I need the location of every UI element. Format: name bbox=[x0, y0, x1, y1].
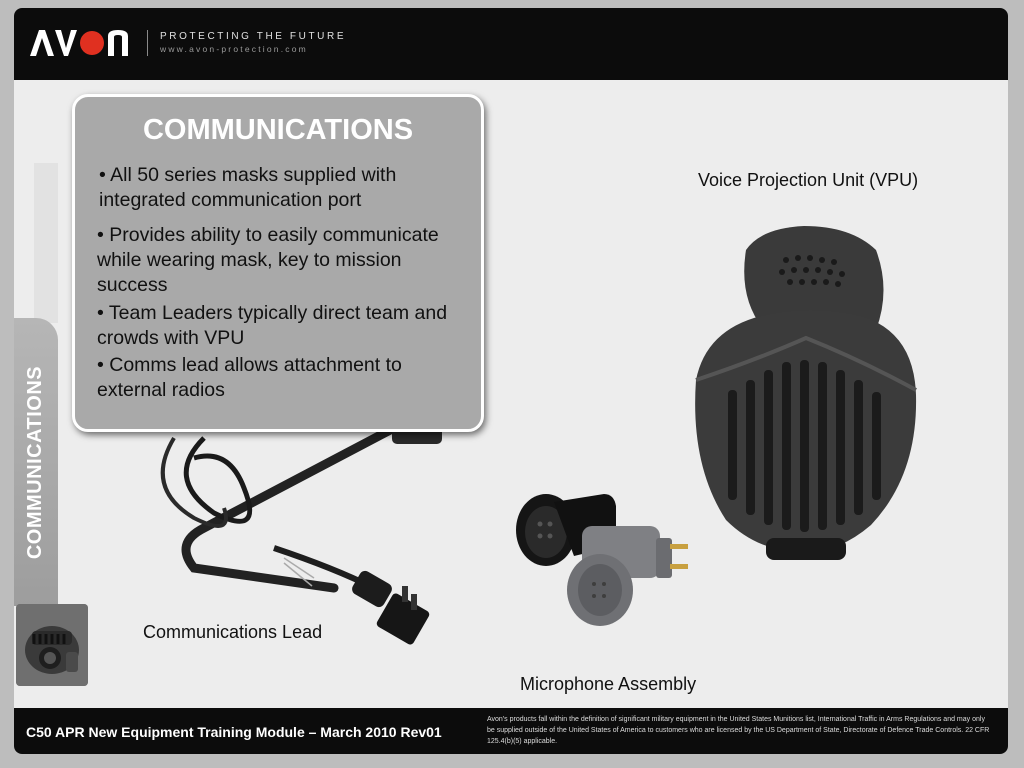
bullet-team-leaders-vpu: • Team Leaders typically direct team and crowds with VPU bbox=[97, 302, 448, 349]
bullet-integrated-port: • All 50 series masks supplied with integrated communication port bbox=[99, 164, 397, 211]
logo-divider bbox=[147, 30, 148, 56]
sidebar-accent bbox=[34, 163, 58, 323]
bullet-comms-lead-radios: • Comms lead allows attachment to external radios bbox=[97, 354, 402, 401]
bullet-communicate-while-masked: • Provides ability to easily communicate while wearing mask, key to mission success bbox=[97, 224, 439, 296]
header-bar bbox=[14, 8, 1008, 80]
footer-title: C50 APR New Equipment Training Module – March 2010 Rev01 bbox=[26, 724, 442, 740]
sidebar-section-label-wrap bbox=[14, 318, 58, 606]
avon-logo bbox=[28, 26, 134, 58]
caption-voice-projection-unit: Voice Projection Unit (VPU) bbox=[698, 170, 919, 190]
callout-title: COMMUNICATIONS bbox=[142, 114, 414, 146]
voice-projection-unit-image bbox=[686, 220, 922, 566]
tagline: PROTECTING THE FUTURE bbox=[160, 31, 347, 42]
communications-callout-panel bbox=[72, 94, 484, 432]
sidebar-section-label: COMMUNICATIONS bbox=[24, 365, 47, 559]
mask-thumbnail-image bbox=[16, 604, 88, 686]
footer-legal-notice: Avon's products fall within the definition of significant military equipment in the United States Munitions list, International Traffic in Arms Regulations and may only be supplied outside of the United States of America to customers who are licensed by the US Department of State, Directorate of Defence Trade Controls. 22 CFR 125.4(b)(5) applicable. bbox=[487, 716, 990, 745]
website-url: www.avon-protection.com bbox=[160, 44, 308, 54]
caption-communications-lead: Communications Lead bbox=[143, 622, 323, 642]
footer-bar bbox=[14, 708, 1008, 754]
slide-frame bbox=[14, 8, 1008, 754]
caption-microphone-assembly: Microphone Assembly bbox=[520, 674, 697, 694]
microphone-assembly-image bbox=[504, 486, 714, 646]
